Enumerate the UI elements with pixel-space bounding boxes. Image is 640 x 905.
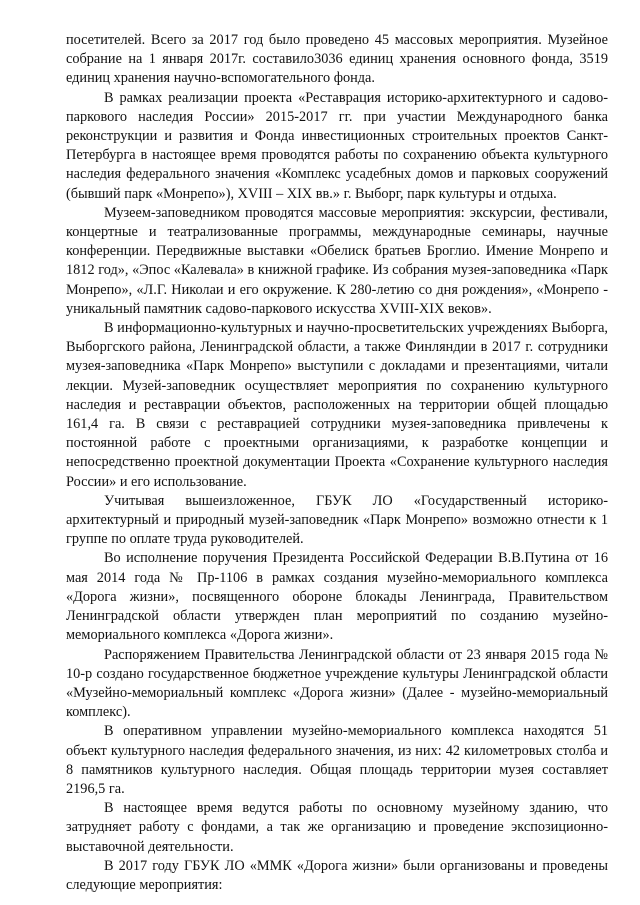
paragraph-government-decree: Распоряжением Правительства Ленинградской области от 23 января 2015 года № 10-р создано государственное бюджетное учреждение культуры Ленинградской области «Музейно-мемориальный комплекс «Дорога жизни» (Далее - музейно-мемориальный комплекс).	[66, 646, 608, 721]
paragraph-pay-group: Учитывая вышеизложенное, ГБУК ЛО «Государственный историко-архитектурный и природный музей-заповедник «Парк Монрепо» возможно отнести к 1 группе по оплате труда руководителей.	[66, 492, 608, 548]
paragraph-visitors-collection: посетителей. Всего за 2017 год было проведено 45 массовых мероприятия. Музейное собрание на 1 января 2017г. составило3036 единиц хранения основного фонда, 3519 единиц хранения научно-вспомогательного фонда.	[66, 32, 608, 87]
paragraph-mass-events: Музеем-заповедником проводятся массовые мероприятия: экскурсии, фестивали, концертные и театрализованные программы, международные семинары, научные конференции. Передвижные выставки «Обелиск братьев Броглио. Имение Монрепо и 1812 год», «Эпос «Калевала» в книжной графике. Из собрания музея-заповедника «Парк Монрепо», «Л.Г. Николаи и его окружение. К 280-летию со дня рождения», «Монрепо - уникальный памятник садово-паркового искусства XVIII-XIX веков».	[66, 204, 608, 317]
document-body	[66, 31, 608, 895]
paragraph-events-intro: В 2017 году ГБУК ЛО «ММК «Дорога жизни» были организованы и проведены следующие мероприятия:	[66, 857, 608, 893]
paragraph-building-works: В настоящее время ведутся работы по основному музейному зданию, что затрудняет работу с фондами, а так же организацию и проведение экспозиционно-выставочной деятельности.	[66, 800, 608, 855]
paragraph-heritage-objects: В оперативном управлении музейно-мемориального комплекса находятся 51 объект культурного наследия федерального значения, из них: 42 километровых столба и 8 памятников культурного наследия. Общая площадь территории музея составляет 2196,5 га.	[66, 723, 608, 797]
paragraph-lectures-restoration: В информационно-культурных и научно-просветительских учреждениях Выборга, Выборгского района, Ленинградской области, а также Финляндии в 2017 г. сотрудники музея-заповедника «Парк Монрепо» выступили с докладами и презентациями, читали лекции. Музей-заповедник осуществляет мероприятия по сохранению культурного наследия и реставрации объектов, расположенных на территории общей площадью 161,4 га. В связи с реставрацией сотрудники музея-заповедника привлечены к постоянной работе с проектными организациями, к разработке концепции и непосредственно проектной документации Проекта «Сохранение культурного наследия России» и его использование.	[66, 320, 608, 490]
paragraph-restoration-project: В рамках реализации проекта «Реставрация историко-архитектурного и садово-паркового наследия России» 2015-2017 гг. при участии Международного банка реконструкции и развития и Фонда инвестиционных строительных проектов Санкт-Петербурга в настоящее время проводятся работы по сохранению объекта культурного наследия федерального значения «Комплекс усадебных домов и парковых сооружений (бывший парк «Монрепо»), XVIII – XIX вв.» г. Выборг, парк культуры и отдыха.	[66, 89, 608, 202]
paragraph-president-order: Во исполнение поручения Президента Российской Федерации В.В.Путина от 16 мая 2014 года № Пр-1106 в рамках создания музейно-мемориального комплекса «Дорога жизни», посвященного обороне блокады Ленинграда, Правительством Ленинградской области утвержден план мероприятий по созданию музейно-мемориального комплекса «Дорога жизни».	[66, 550, 608, 644]
